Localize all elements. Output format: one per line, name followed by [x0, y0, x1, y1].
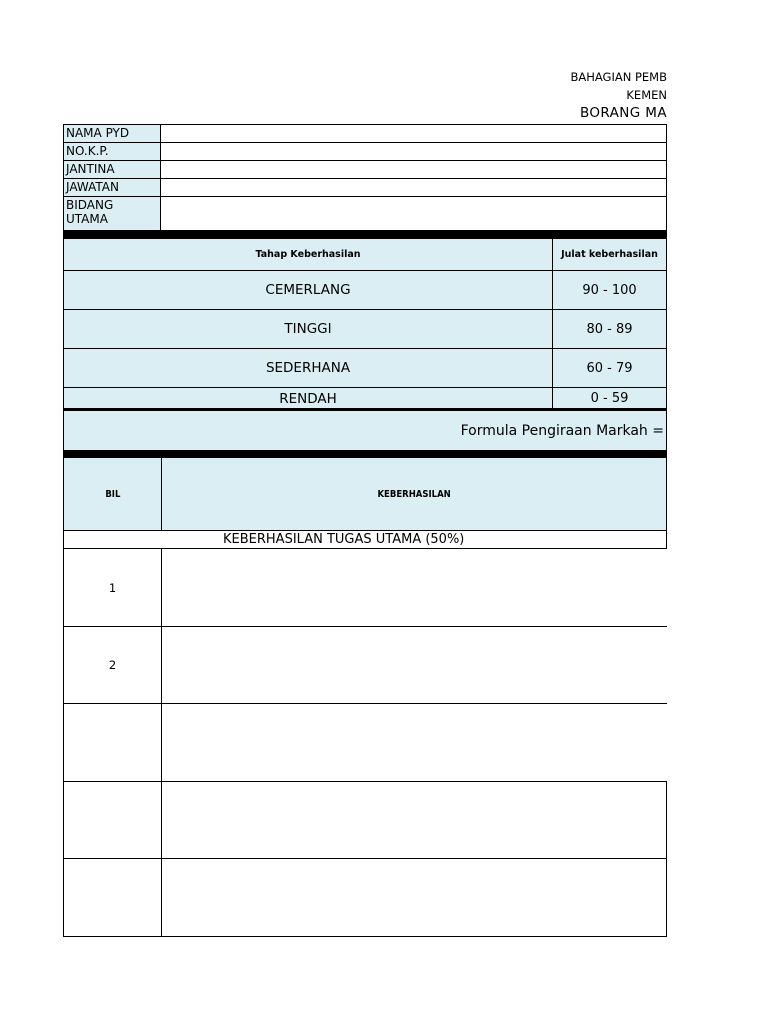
- label-jantina: JANTINA: [63, 160, 161, 179]
- grade-julat-rendah: 0 - 59: [552, 387, 667, 410]
- row-1-keberhasilan[interactable]: [161, 548, 667, 627]
- grade-julat-tinggi: 80 - 89: [552, 309, 667, 349]
- grade-julat-cemerlang: 90 - 100: [552, 270, 667, 310]
- formula-row: [63, 410, 667, 452]
- field-jawatan[interactable]: [161, 178, 667, 197]
- column-header-bil-text: BIL: [104, 488, 121, 500]
- field-bidang-utama[interactable]: [161, 196, 667, 231]
- column-header-bil: [63, 457, 162, 531]
- form-title: BORANG MA: [579, 105, 667, 121]
- row-4-bil: [63, 781, 162, 859]
- field-no-kp[interactable]: [161, 142, 667, 161]
- row-2-bil: 2: [63, 626, 162, 704]
- formula-label: Formula Pengiraan Markah =: [460, 423, 664, 439]
- grade-tahap-rendah: RENDAH: [63, 387, 553, 410]
- row-4-keberhasilan[interactable]: [161, 781, 667, 859]
- row-5-keberhasilan[interactable]: [161, 858, 667, 937]
- row-3-bil: [63, 703, 162, 782]
- label-bidang-line1: BIDANG: [66, 198, 114, 212]
- label-bidang-utama: [63, 196, 161, 231]
- grade-tahap-sederhana: SEDERHANA: [63, 348, 553, 388]
- header-title-line1: BAHAGIAN PEMB: [570, 70, 667, 84]
- label-no-kp: NO.K.P.: [63, 142, 161, 161]
- grade-julat-sederhana: 60 - 79: [552, 348, 667, 388]
- grade-header-julat: Julat keberhasilan: [552, 238, 667, 271]
- thick-divider-1: [63, 230, 667, 238]
- column-header-keberhasilan: [161, 457, 667, 531]
- row-1-bil: 1: [63, 548, 162, 627]
- label-bidang-line2: UTAMA: [66, 212, 108, 226]
- field-jantina[interactable]: [161, 160, 667, 179]
- row-5-bil: [63, 858, 162, 937]
- grade-tahap-cemerlang: CEMERLANG: [63, 270, 553, 310]
- row-3-keberhasilan[interactable]: [161, 703, 667, 782]
- label-jawatan: JAWATAN: [63, 178, 161, 197]
- label-nama-pyd: NAMA PYD: [63, 124, 161, 143]
- grade-tahap-tinggi: TINGGI: [63, 309, 553, 349]
- thick-divider-3: [63, 450, 667, 457]
- grade-header-tahap: Tahap Keberhasilan: [63, 238, 553, 271]
- header-title-line2: KEMEN: [626, 88, 667, 102]
- row-2-keberhasilan[interactable]: [161, 626, 667, 704]
- section-title: KEBERHASILAN TUGAS UTAMA (50%): [63, 530, 667, 549]
- field-nama-pyd[interactable]: [161, 124, 667, 143]
- column-header-keberhasilan-text: KEBERHASILAN: [377, 488, 451, 500]
